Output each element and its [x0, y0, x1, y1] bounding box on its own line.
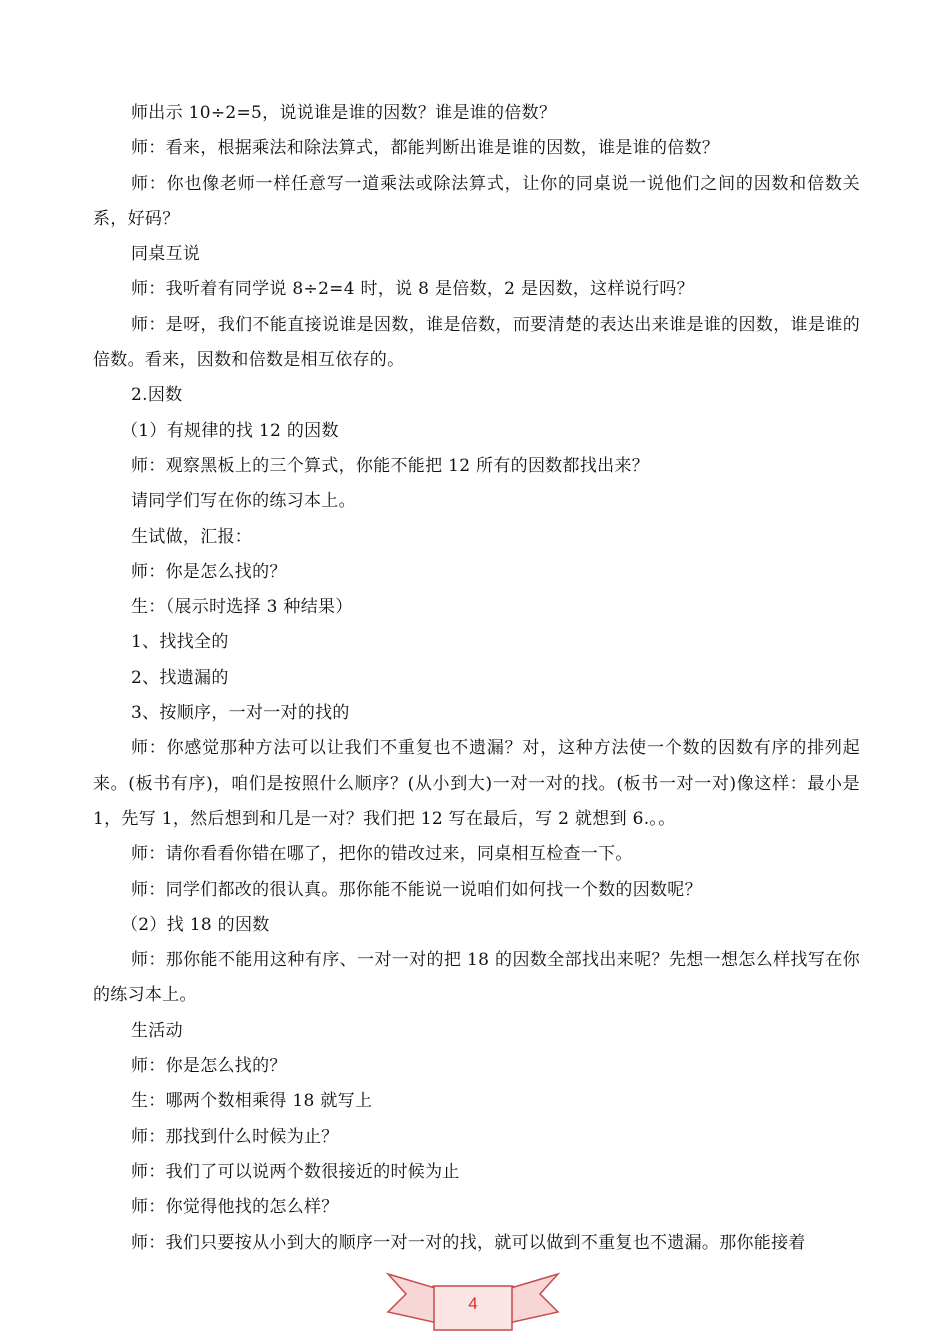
paragraph: 同桌互说	[131, 244, 201, 265]
paragraph: 师：那你能不能用这种有序、一对一对的把 18 的因数全部找出来呢？先想一想怎么样找写在你的练习本上。	[93, 950, 860, 1006]
paragraph: 师出示 10÷2=5，说说谁是谁的因数？谁是谁的倍数？	[131, 103, 557, 123]
paragraph: 生活动	[131, 1020, 183, 1041]
page-number: 4	[468, 1294, 478, 1313]
paragraph: 师：你也像老师一样任意写一道乘法或除法算式，让你的同桌说一说他们之间的因数和倍数关系，好码？	[93, 173, 860, 229]
document-body	[93, 96, 860, 1261]
paragraph: 师：你感觉那种方法可以让我们不重复也不遗漏？对，这种方法使一个数的因数有序的排列起来。(板书有序)，咱们是按照什么顺序？(从小到大)一对一对的找。(板书一对一对)像这样：最小是 1，先写 1，然后想到和几是一对？我们把 12 写在最后，写 2 就想到 6.。。	[93, 738, 860, 829]
paragraph: （2）找 18 的因数	[121, 914, 270, 935]
paragraph: 2.因数	[131, 385, 183, 406]
paragraph: 师：我们只要按从小到大的顺序一对一对的找，就可以做到不重复也不遗漏。那你能接着	[131, 1232, 806, 1253]
paragraph: 生：哪两个数相乘得 18 就写上	[131, 1091, 373, 1112]
paragraph: 师：是呀，我们不能直接说谁是因数，谁是倍数，而要清楚的表达出来谁是谁的因数，谁是谁的倍数。看来，因数和倍数是相互依存的。	[93, 314, 860, 371]
paragraph: 生试做，汇报：	[131, 526, 253, 547]
paragraph: 师：你是怎么找的？	[131, 1056, 287, 1077]
paragraph: 师：你觉得他找的怎么样？	[131, 1197, 339, 1218]
paragraph: 师：你是怎么找的？	[131, 561, 287, 582]
paragraph: 请同学们写在你的练习本上。	[131, 491, 356, 512]
paragraph: 生：（展示时选择 3 种结果）	[131, 597, 353, 618]
paragraph: 师：那找到什么时候为止？	[131, 1126, 339, 1147]
paragraph: 3、按顺序，一对一对的找的	[131, 703, 350, 724]
page-number-badge	[384, 1268, 562, 1338]
paragraph: 2、找遗漏的	[131, 667, 229, 688]
paragraph: 师：请你看看你错在哪了，把你的错改过来，同桌相互检查一下。	[131, 844, 633, 865]
paragraph: 师：我们了可以说两个数很接近的时候为止	[131, 1161, 460, 1182]
paragraph: 师：我听着有同学说 8÷2=4 时，说 8 是倍数，2 是因数，这样说行吗？	[131, 279, 694, 300]
paragraph: 师：观察黑板上的三个算式，你能不能把 12 所有的因数都找出来？	[131, 455, 650, 476]
paragraph: （1）有规律的找 12 的因数	[121, 420, 339, 441]
paragraph: 师：同学们都改的很认真。那你能不能说一说咱们如何找一个数的因数呢？	[131, 879, 702, 900]
paragraph: 师：看来，根据乘法和除法算式，都能判断出谁是谁的因数，谁是谁的倍数？	[131, 138, 720, 159]
paragraph: 1、找找全的	[131, 632, 229, 653]
